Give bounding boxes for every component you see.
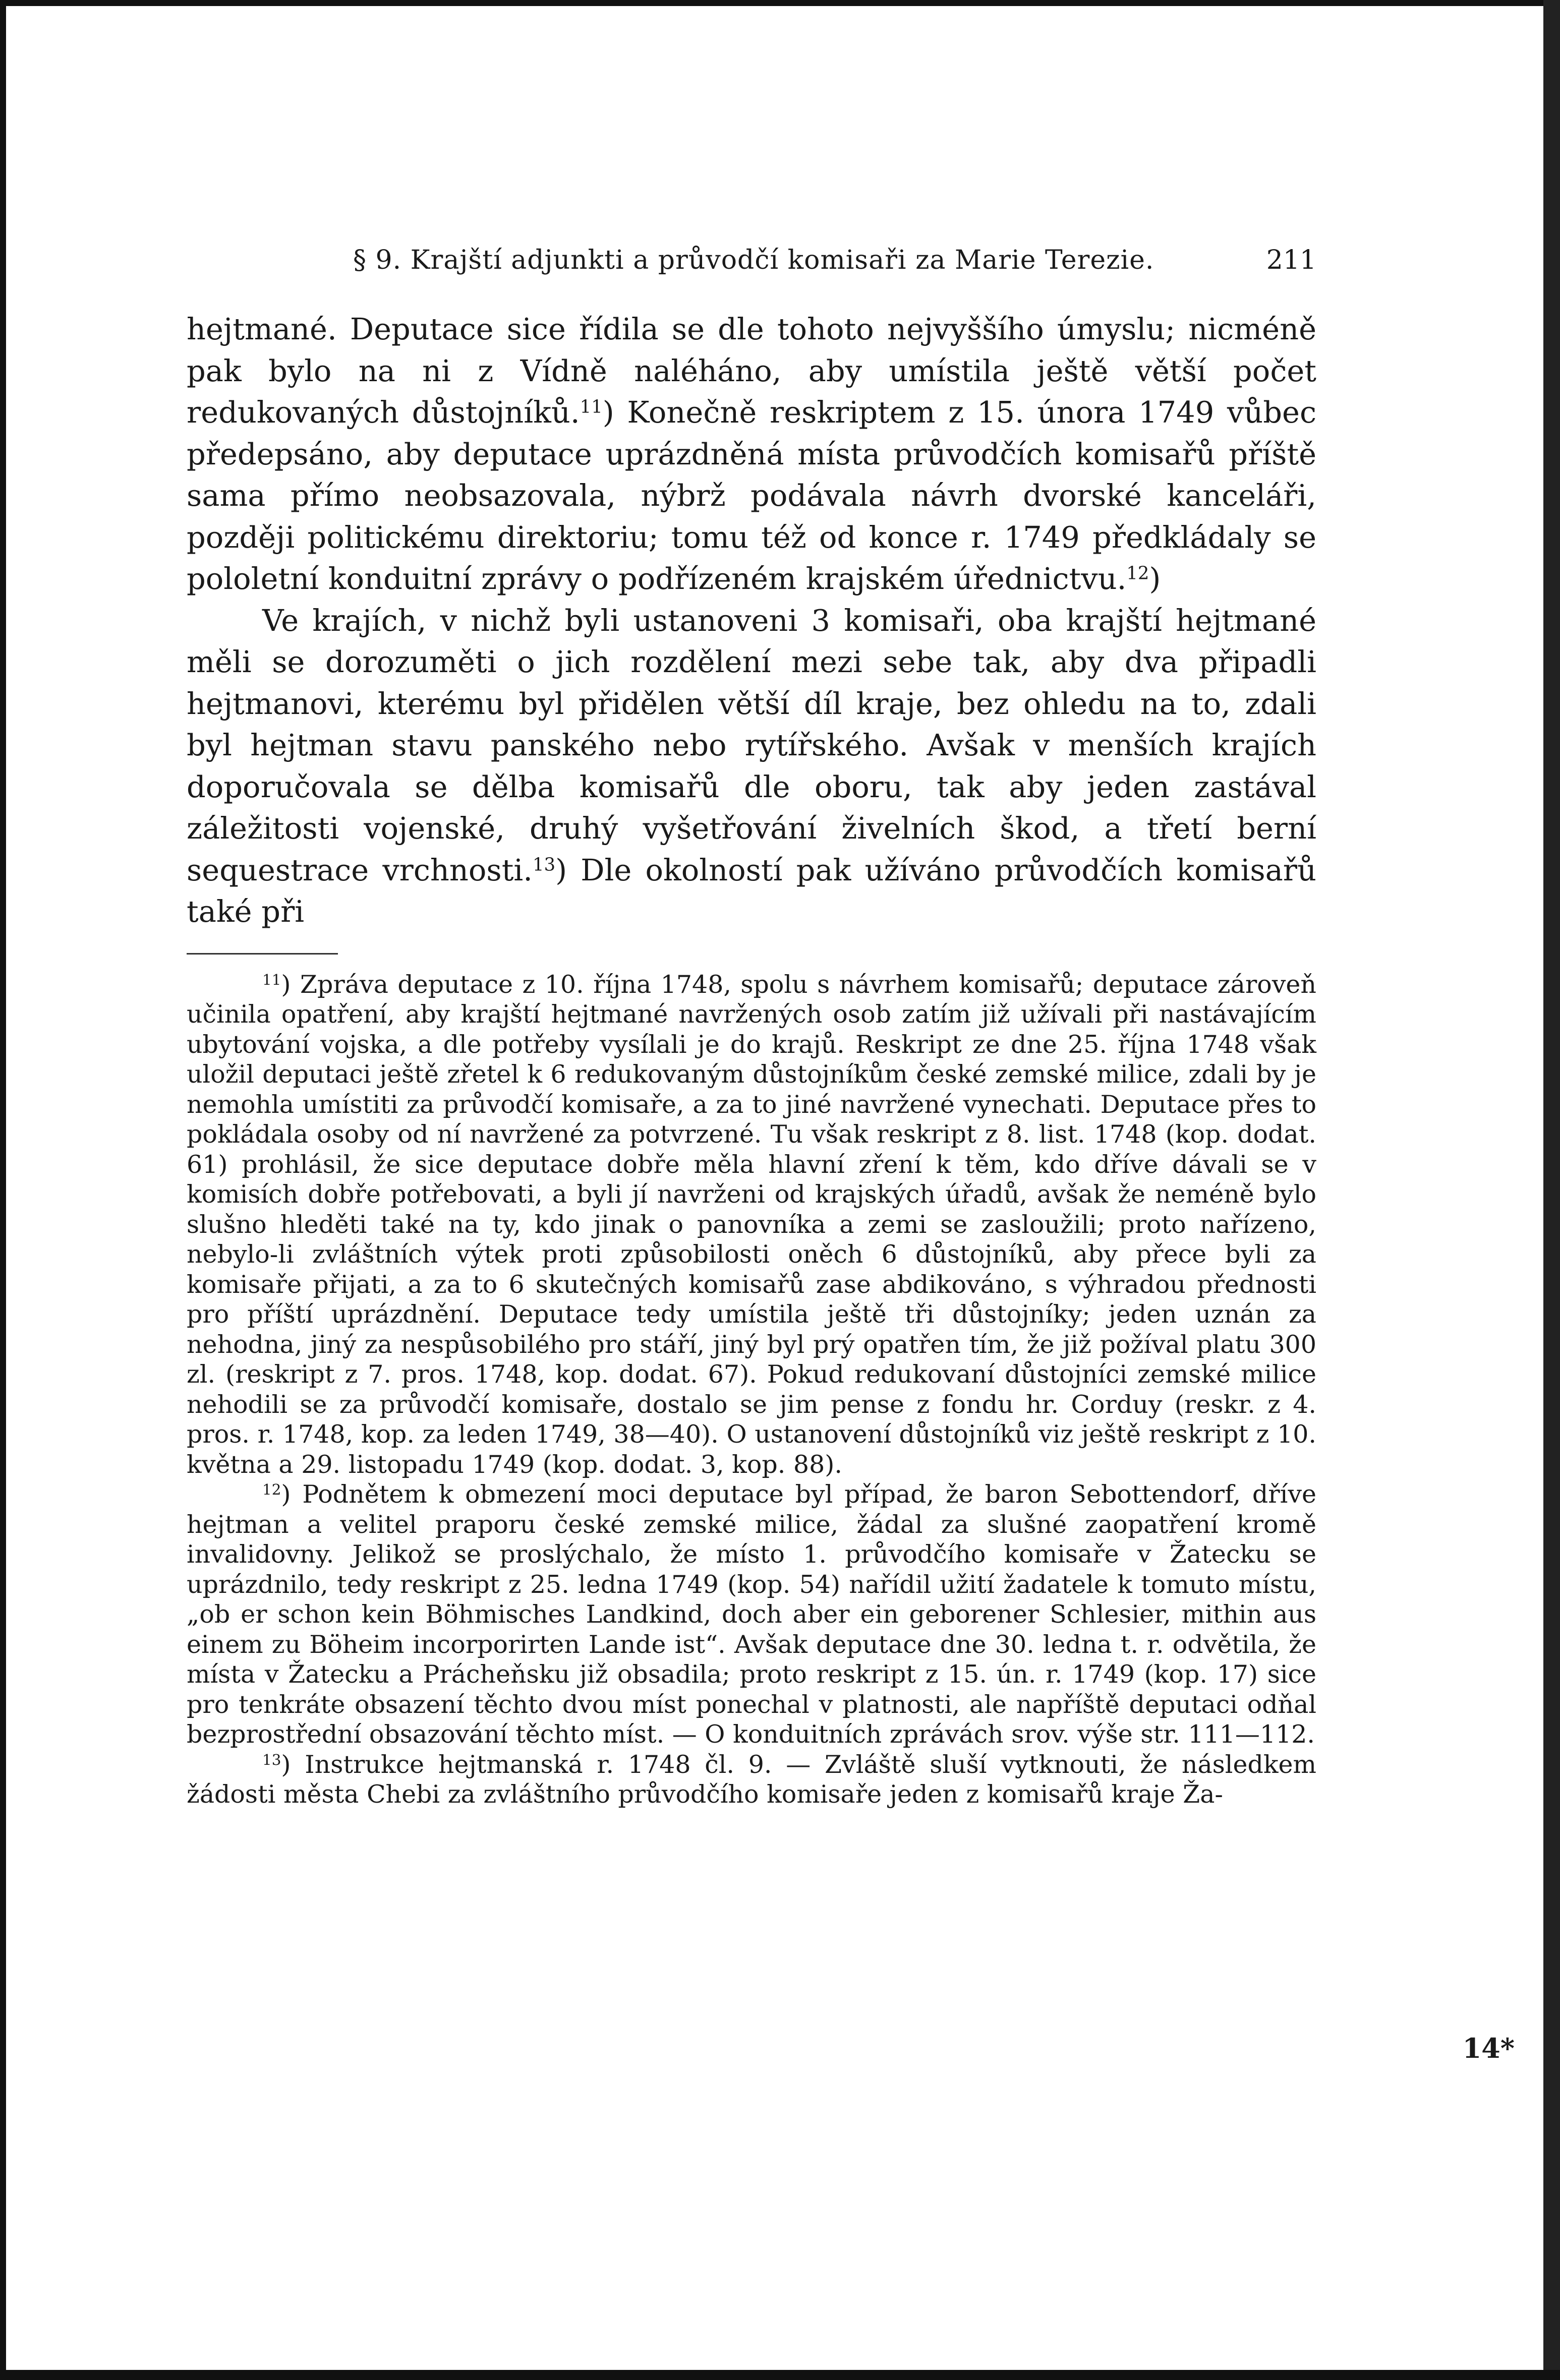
running-title: § 9. Krajští adjunkti a průvodčí komisaři za Marie Terezie.: [353, 245, 1154, 275]
scan-border-top: [0, 0, 1560, 6]
footnote-ref-13: 13: [533, 854, 556, 875]
footnote-11: [187, 970, 1316, 1480]
paragraph-1-text-b: ) Konečně reskriptem z 15. února 1749 vůbec předepsáno, aby deputace uprázdněná místa průvodčích komisařů příště sama přímo neobsazovala, nýbrž podávala návrh dvorské kanceláři, později politickému direktoriu; tomu též od konce r. 1749 předkládaly se pololetní konduitní zprávy o podřízeném krajském úřednictvu.: [187, 395, 1316, 596]
footnote-11-text: ) Zpráva deputace z 10. října 1748, spolu s návrhem komisařů; deputace zároveň učinila opatření, aby krajští hejtmané navržených osob zatím již užívali při nastávajícím ubytování vojska, a dle potřeby vysílali je do krajů. Reskript ze dne 25. října 1748 však uložil deputaci ještě zřetel k 6 redukovaným důstojníkům české zemské milice, zdali by je nemohla umístiti za průvodčí komisaře, a za to jiné navržené vynechati. Deputace přes to pokládala osoby od ní navržené za potvrzené. Tu však reskript z 8. list. 1748 (kop. dodat. 61) prohlásil, že sice deputace dobře měla hlavní zření k těm, kdo dříve dávali se v komisích dobře potřebovati, a byli jí navrženi od krajských úřadů, avšak že neméně bylo slušno hleděti také na ty, kdo jinak o panovníka a zemi se zasloužili; proto nařízeno, nebylo-li zvláštních výtek proti způsobilosti oněch 6 důstojníků, aby přece byli za komisaře přijati, a za to 6 skutečných komisařů zase abdikováno, s výhradou přednosti pro příští uprázdnění. Deputace tedy umístila ještě tři důstojníky; jeden uznán za nehodna, jiný za nespůsobilého pro stáří, jiný byl prý opatřen tím, že již požíval platu 300 zl. (reskript z 7. pros. 1748, kop. dodat. 67). Pokud redukovaní důstojníci zemské milice nehodili se za průvodčí komisaře, dostalo se jim pense z fondu hr. Corduy (reskr. z 4. pros. r. 1748, kop. za leden 1749, 38—40). O ustanovení důstojníků viz ještě reskript z 10. května a 29. listopadu 1749 (kop. dodat. 3, kop. 88).: [187, 970, 1316, 1479]
paragraph-1-text-a: hejtmané. Deputace sice řídila se dle tohoto nejvyššího úmyslu; nicméně pak bylo na ni z Vídně naléháno, aby umístila ještě větší počet redukovaných důstojníků.: [187, 312, 1316, 430]
main-text: [187, 309, 1316, 933]
footnotes: [187, 970, 1316, 1810]
scan-border-left: [0, 0, 6, 2380]
scan-border-bottom: [0, 2370, 1560, 2380]
paragraph-2-text-b: ) Dle okolností pak užíváno průvodčích komisařů také při: [187, 852, 1316, 929]
paragraph-1: [187, 309, 1316, 600]
page-number: 211: [1266, 245, 1316, 275]
paragraph-2: [187, 600, 1316, 933]
footnote-mark-12: 12: [262, 1480, 281, 1498]
footnote-rule: [187, 953, 338, 955]
footnote-12: [187, 1479, 1316, 1750]
footnote-13: [187, 1750, 1316, 1810]
footnote-ref-12: 12: [1126, 563, 1149, 584]
footnote-mark-11: 11: [262, 971, 281, 988]
scan-border-right: [1543, 0, 1560, 2380]
footnote-mark-13: 13: [262, 1751, 281, 1768]
running-head: [187, 237, 1316, 282]
footnote-12-text: ) Podnětem k obmezení moci deputace byl případ, že baron Sebottendorf, dříve hejtman a velitel praporu české zemské milice, žádal za slušné zaopatření kromě invalidovny. Jelikož se proslýchalo, že místo 1. průvodčího komisaře v Žatecku se uprázdnilo, tedy reskript z 25. ledna 1749 (kop. 54) nařídil užití žadatele k tomuto místu, „ob er schon kein Böhmisches Landkind, doch aber ein geborener Schlesier, mithin aus einem zu Böheim incorporirten Lande ist“. Avšak deputace dne 30. ledna t. r. odvětila, že místa v Žatecku a Prácheňsku již obsadila; proto reskript z 15. ún. r. 1749 (kop. 17) sice pro tenkráte obsazení těchto dvou míst ponechal v platnosti, ale napříště deputaci odňal bezprostřední obsazování těchto míst. — O konduitních zprávách srov. výše str. 111—112.: [187, 1480, 1316, 1749]
footnote-13-text: ) Instrukce hejtmanská r. 1748 čl. 9. — Zvláště sluší vytknouti, že následkem žádosti města Chebi za zvláštního průvodčího komisaře jeden z komisařů kraje Ža-: [187, 1750, 1316, 1809]
paragraph-2-text-a: Ve krajích, v nichž byli ustanoveni 3 komisaři, oba krajští hejtmané měli se dorozuměti o jich rozdělení mezi sebe tak, aby dva připadli hejtmanovi, kterému byl přidělen větší díl kraje, bez ohledu na to, zdali byl hejtman stavu panského nebo rytířského. Avšak v menších krajích doporučovala se dělba komisařů dle oboru, tak aby jeden zastával záležitosti vojenské, druhý vyšetřování živelních škod, a třetí berní sequestrace vrchnosti.: [187, 603, 1316, 887]
book-page: [187, 237, 1316, 1810]
footnote-ref-11: 11: [580, 396, 603, 418]
signature-mark: 14*: [1462, 2032, 1515, 2064]
paragraph-1-text-c: ): [1149, 561, 1161, 596]
